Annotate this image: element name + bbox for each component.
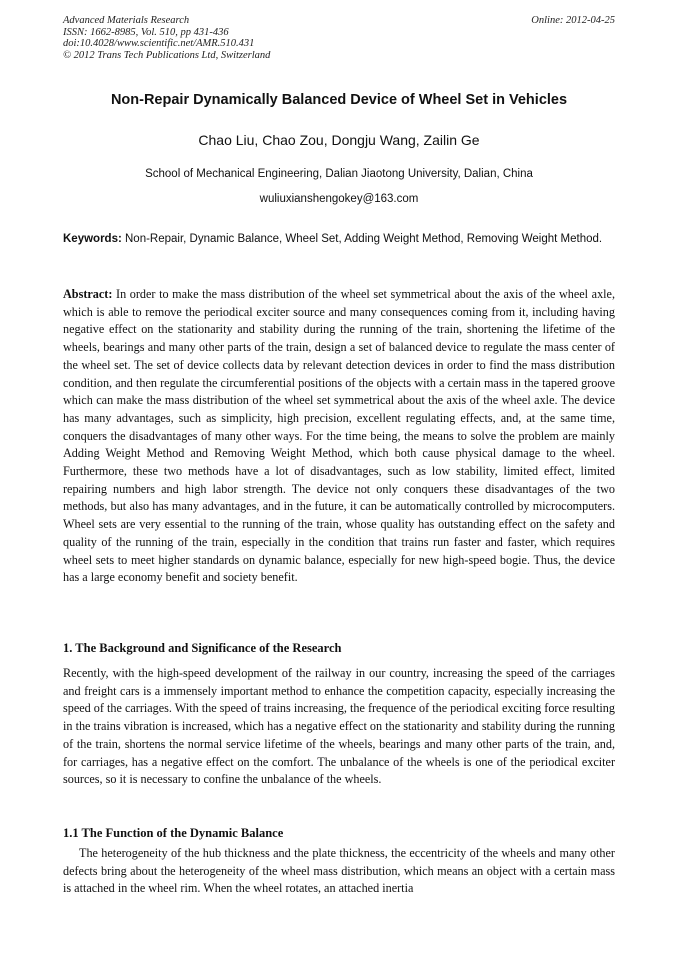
keywords-text: Non-Repair, Dynamic Balance, Wheel Set, Adding Weight Method, Removing Weight Method. bbox=[125, 233, 603, 245]
section-1-heading: 1. The Background and Significance of the Research bbox=[63, 641, 342, 655]
abstract-text: In order to make the mass distribution of the wheel set symmetrical about the axis of the wheel axle, which is able to remove the periodical exciter source and many consequences coming from it, including having negative effect on the stationarity and stability during the running of the train, shortening the lifetime of the wheels, bearings and many other parts of the train, design a set of balanced device to regulate the mass center of the wheel set. The set of device collects data by relevant detection devices in order to find the mass distribution condition, and then regulate the circumferential positions of the objects with a certain mass in the tapered groove which can make the mass distribution of the wheel set symmetrical about the axis of the wheel axle. The device has many advantages, such as simplicity, high precision, excellent regulating effects, and, at the same time, conquers the disadvantages of many other ways. For the time being, the means to solve the problem are mainly Adding Weight Method and Removing Weight Method, which both cause physical damage to the wheel. Furthermore, these two methods have a lot of disadvantages, such as low stability, limited effect, limited repairing numbers and high labor strength. The device not only conquers these disadvantages of the two methods, but also has many advantages, and in the future, it can be automatically controlled by microcomputers. Wheel sets are very essential to the running of the train, whose quality has outstanding effect on the safety and quality of the running of the train, especially in the condition that trains run faster and faster, which requires wheel sets to meet higher standards on dynamic balance, especially for new high-speed bogie. Thus, the device has a large economy benefit and society benefit. bbox=[63, 287, 616, 585]
online-date: Online: 2012-04-25 bbox=[531, 15, 615, 26]
section-1-1-paragraph: The heterogeneity of the hub thickness and the plate thickness, the eccentricity of the wheels and many other defects bring about the heterogeneity of the wheel mass distribution, which means an object with a certain mass is attached in the wheel rim. When the wheel rotates, an attached inertia bbox=[63, 846, 615, 896]
copyright-line: © 2012 Trans Tech Publications Ltd, Switzerland bbox=[63, 49, 271, 61]
paper-title: Non-Repair Dynamically Balanced Device of Wheel Set in Vehicles bbox=[110, 92, 568, 108]
doi-line: doi:10.4028/www.scientific.net/AMR.510.431 bbox=[63, 38, 255, 49]
journal-header bbox=[63, 15, 615, 61]
abstract-label: Abstract: bbox=[63, 287, 113, 301]
journal-name: Advanced Materials Research bbox=[63, 15, 190, 26]
paper-affiliation: School of Mechanical Engineering, Dalian Jiaotong University, Dalian, China bbox=[145, 168, 533, 180]
issn-line: ISSN: 1662-8985, Vol. 510, pp 431-436 bbox=[63, 26, 229, 38]
section-1-1-heading: 1.1 The Function of the Dynamic Balance bbox=[63, 826, 284, 840]
author-email[interactable]: wuliuxianshengokey@163.com bbox=[259, 193, 419, 205]
paper-authors: Chao Liu, Chao Zou, Dongju Wang, Zailin Ge bbox=[198, 132, 480, 148]
section-1-paragraph: Recently, with the high-speed development of the railway in our country, increasing the speed of the carriages and freight cars is a immensely important method to enhance the competition capacity, especially increasing the speed of the carriages. With the speed of trains increasing, the frequence of the periodical exciting force resulting in the trains vibration is increased, which has a negative effect on the stationarity and stability during the running of the train, shortens the normal service lifetime of the wheels, bearings and many other parts of the train, and, for carriages, has a negative effect on the comfort. The unbalance of the wheels is one of the periodical exciter sources, so it is necessary to confine the unbalance of the wheels. bbox=[63, 666, 615, 787]
abstract-block bbox=[63, 286, 615, 587]
keywords-label: Keywords: bbox=[63, 233, 122, 245]
keywords-block bbox=[63, 230, 615, 248]
